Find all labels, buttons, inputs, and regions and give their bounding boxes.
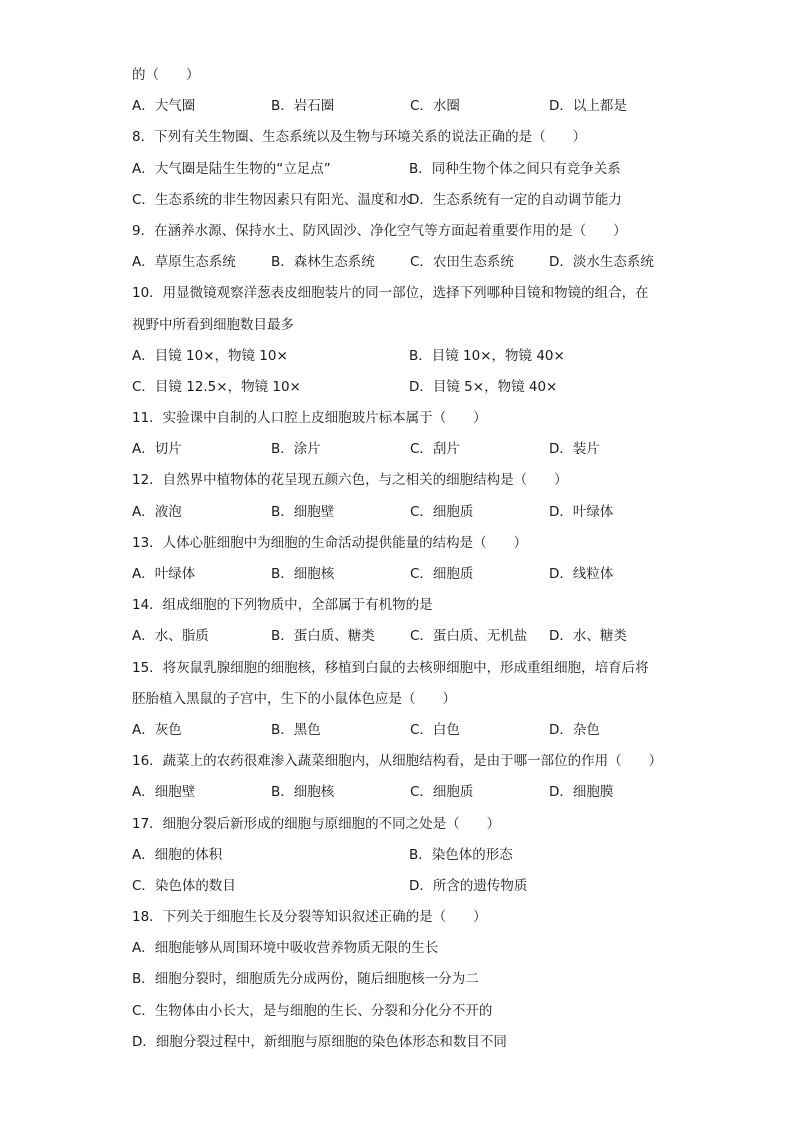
options-row: [132, 95, 672, 126]
text-line: 8．下列有关生物圈、生态系统以及生物与环境关系的说法正确的是（ ）: [132, 129, 587, 146]
option-choice: C．蛋白质、无机盐: [410, 628, 528, 645]
options-row: [132, 844, 672, 875]
option-choice: C．水圈: [410, 98, 460, 115]
option-choice: D．叶绿体: [549, 503, 614, 520]
option-choice: B．同种生物个体之间只有竞争关系: [409, 160, 621, 177]
option-choice: C．刮片: [410, 441, 460, 458]
option-choice: D．所含的遗传物质: [409, 877, 528, 894]
options-row: [132, 438, 672, 469]
text-line: 的（ ）: [132, 67, 200, 83]
option-choice: A．目镜 10×，物镜 10×: [132, 347, 288, 364]
options-row: [132, 345, 672, 376]
option-choice: A．细胞壁: [132, 784, 196, 801]
text-line: 15．将灰鼠乳腺细胞的细胞核，移植到白鼠的去核卵细胞中，形成重组细胞，培育后将: [132, 659, 649, 676]
text-line: 16．蔬菜上的农药很难渗入蔬菜细胞内，从细胞结构看，是由于哪一部位的作用（ ）: [132, 753, 663, 770]
options-row: [132, 501, 672, 532]
option-choice: D．装片: [549, 441, 600, 458]
options-row: [132, 158, 672, 189]
option-choice: D．线粒体: [549, 566, 614, 582]
text-line: 9．在涵养水源、保持水土、防风固沙、净化空气等方面起着重要作用的是（ ）: [132, 222, 627, 239]
option-choice: A．灰色: [132, 721, 182, 738]
option-choice: C．染色体的数目: [132, 877, 236, 894]
options-row: [132, 875, 672, 906]
option-choice: A．切片: [132, 441, 182, 458]
option-choice: A．水、脂质: [132, 628, 209, 645]
option-choice: C．目镜 12.5×，物镜 10×: [132, 378, 301, 395]
option-choice: D．水、糖类: [549, 628, 627, 645]
text-line: 14．组成细胞的下列物质中，全部属于有机物的是: [132, 597, 433, 614]
option-choice: C．细胞质: [410, 566, 474, 582]
text-line: 10．用显微镜观察洋葱表皮细胞装片的同一部位，选择下列哪种目镜和物镜的组合，在: [132, 285, 649, 302]
text-line: A．细胞能够从周围环境中吸收营养物质无限的生长: [132, 940, 439, 957]
option-choice: D．杂色: [549, 721, 600, 738]
option-choice: C．生态系统的非生物因素只有阳光、温度和水: [132, 191, 412, 208]
options-row: [132, 189, 672, 220]
option-choice: B．森林生态系统: [271, 254, 375, 271]
option-choice: B．细胞核: [271, 784, 335, 801]
option-choice: B．染色体的形态: [409, 846, 513, 863]
text-line: 17．细胞分裂后新形成的细胞与原细胞的不同之处是（ ）: [132, 815, 501, 832]
option-choice: C．细胞质: [410, 784, 474, 801]
option-choice: A．叶绿体: [132, 566, 196, 582]
question-list: [132, 64, 672, 1062]
option-choice: A．细胞的体积: [132, 846, 223, 863]
option-choice: A．草原生态系统: [132, 254, 236, 271]
option-choice: B．细胞壁: [271, 503, 335, 520]
option-choice: B．涂片: [271, 441, 321, 458]
options-row: [132, 563, 672, 594]
text-line: 18．下列关于细胞生长及分裂等知识叙述正确的是（ ）: [132, 909, 487, 926]
options-row: [132, 251, 672, 282]
option-choice: B．黑色: [271, 721, 321, 738]
text-line: D．细胞分裂过程中，新细胞与原细胞的染色体形态和数目不同: [132, 1033, 507, 1050]
option-choice: D．淡水生态系统: [549, 254, 654, 271]
options-row: [132, 376, 672, 407]
option-choice: B．细胞核: [271, 566, 335, 582]
option-choice: B．蛋白质、糖类: [271, 628, 375, 645]
option-choice: A．大气圈: [132, 98, 196, 115]
options-row: [132, 781, 672, 812]
option-choice: D．目镜 5×，物镜 40×: [409, 378, 558, 395]
option-choice: A．液泡: [132, 503, 182, 520]
text-line: 13．人体心脏细胞中为细胞的生命活动提供能量的结构是（ ）: [132, 534, 528, 551]
options-row: [132, 719, 672, 750]
option-choice: C．细胞质: [410, 503, 474, 520]
option-choice: D．细胞膜: [549, 784, 614, 801]
option-choice: D．生态系统有一定的自动调节能力: [409, 191, 622, 208]
option-choice: C．农田生态系统: [410, 254, 514, 271]
option-choice: B．目镜 10×，物镜 40×: [409, 347, 565, 364]
text-line: 视野中所看到细胞数目最多: [132, 316, 294, 333]
text-line: 11．实验课中自制的人口腔上皮细胞玻片标本属于（ ）: [132, 410, 487, 427]
text-line: C．生物体由小长大，是与细胞的生长、分裂和分化分不开的: [132, 1002, 493, 1019]
option-choice: D．以上都是: [549, 98, 627, 115]
text-line: 胚胎植入黑鼠的子宫中，生下的小鼠体色应是（ ）: [132, 690, 456, 707]
option-choice: C．白色: [410, 721, 460, 738]
option-choice: B．岩石圈: [271, 98, 335, 115]
text-line: 12．自然界中植物体的花呈现五颜六色，与之相关的细胞结构是（ ）: [132, 472, 568, 489]
options-row: [132, 625, 672, 656]
option-choice: A．大气圈是陆生生物的“立足点”: [132, 160, 331, 177]
text-line: B．细胞分裂时，细胞质先分成两份，随后细胞核一分为二: [132, 971, 479, 988]
